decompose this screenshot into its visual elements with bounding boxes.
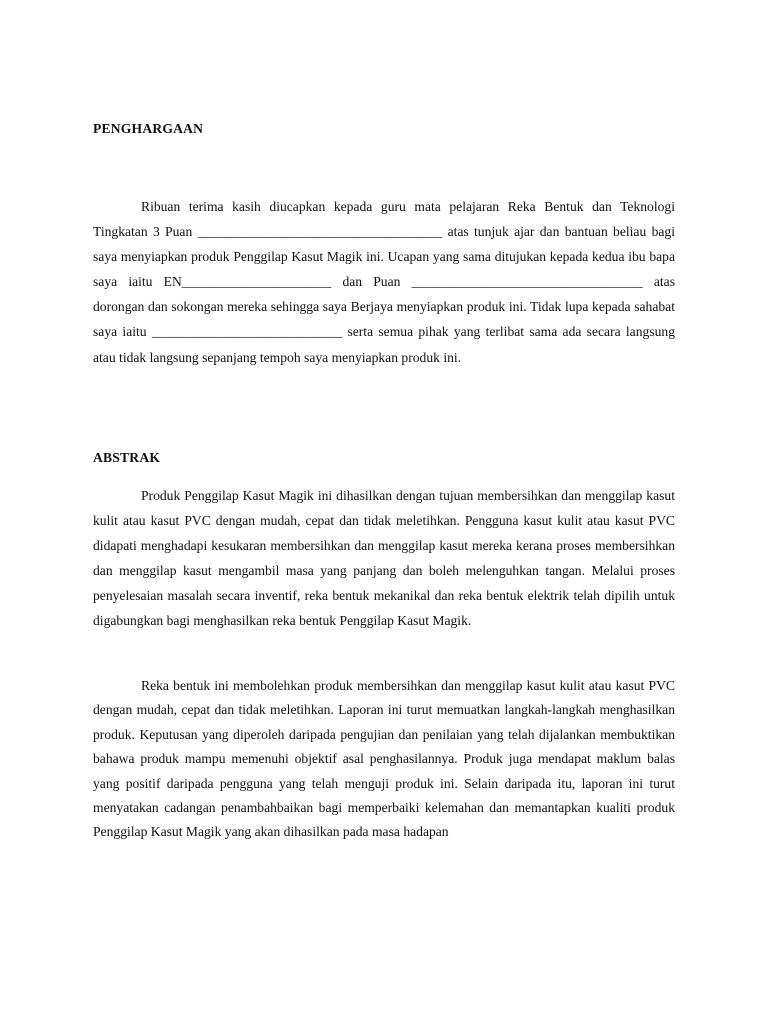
abstrak-heading: ABSTRAK: [93, 450, 161, 465]
penghargaan-paragraph: Ribuan terima kasih diucapkan kepada guru mata pelajaran Reka Bentuk dan Teknologi Tingkatan 3 Puan ____________________________________ atas tunjuk ajar dan bantuan beliau bagi saya menyiapkan produk Penggilap Kasut Magik ini. Ucapan yang sama ditujukan kepada kedua ibu bapa saya iaitu EN______________________ dan Puan __________________________________ atas dorongan dan sokongan mereka sehingga saya Berjaya menyiapkan produk ini. Tidak lupa kepada sahabat saya iaitu ____________________________ serta semua pihak yang terlibat sama ada secara langsung atau tidak langsung sepanjang tempoh saya menyiapkan produk ini.: [93, 199, 675, 365]
abstrak-paragraph-2: Reka bentuk ini membolehkan produk membersihkan dan menggilap kasut kulit atau kasut PVC dengan mudah, cepat dan tidak meletihkan. Laporan ini turut memuatkan langkah-langkah menghasilkan produk. Keputusan yang diperoleh daripada pengujian dan penilaian yang telah dijalankan membuktikan bahawa produk mampu memenuhi objektif asal penghasilannya. Produk juga mendapat maklum balas yang positif daripada pengguna yang telah menguji produk ini. Selain daripada itu, laporan ini turut menyatakan cadangan penambahbaikan bagi memperbaiki kelemahan dan memantapkan kualiti produk Penggilap Kasut Magik yang akan dihasilkan pada masa hadapan: [93, 678, 675, 840]
penghargaan-heading: PENGHARGAAN: [93, 121, 204, 136]
abstrak-paragraph-1: Produk Penggilap Kasut Magik ini dihasilkan dengan tujuan membersihkan dan menggilap kasut kulit atau kasut PVC dengan mudah, cepat dan tidak meletihkan. Pengguna kasut kulit atau kasut PVC didapati menghadapi kesukaran membersihkan dan menggilap kasut mereka kerana proses membersihkan dan menggilap kasut mengambil masa yang panjang dan boleh melenguhkan tangan. Melalui proses penyelesaian masalah secara inventif, reka bentuk mekanikal dan reka bentuk elektrik telah dipilih untuk digabungkan bagi menghasilkan reka bentuk Penggilap Kasut Magik.: [93, 488, 675, 629]
